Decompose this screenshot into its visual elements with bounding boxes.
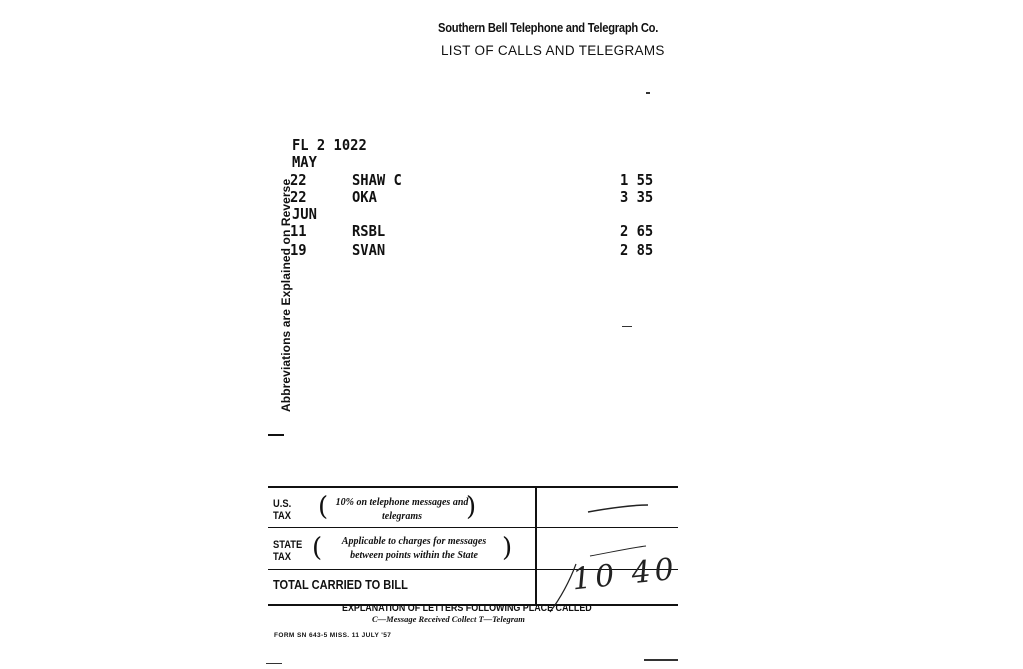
document-title: LIST OF CALLS AND TELEGRAMS xyxy=(441,43,665,58)
scan-speck xyxy=(266,663,282,664)
letters-legend: C—Message Received Collect T—Telegram xyxy=(372,614,525,624)
us-tax-label: U.S. TAX xyxy=(273,498,292,522)
letters-explanation: EXPLANATION OF LETTERS FOLLOWING PLACE CALLED xyxy=(342,602,592,614)
scan-speck xyxy=(622,326,632,327)
call-place: SVAN xyxy=(352,241,386,259)
right-paren: ) xyxy=(502,533,513,563)
call-place: RSBL xyxy=(352,222,386,240)
call-amount: 2 85 xyxy=(620,241,654,259)
month-jun: JUN xyxy=(292,205,317,223)
right-paren: ) xyxy=(466,492,477,522)
total-label: TOTAL CARRIED TO BILL xyxy=(273,577,408,592)
abbreviations-note: Abbreviations are Explained on Reverse xyxy=(279,178,293,412)
call-amount: 3 35 xyxy=(620,188,654,206)
call-day: 19 xyxy=(290,241,307,259)
form-number: FORM SN 643-5 MISS. 11 JULY '57 xyxy=(274,632,392,639)
call-amount: 1 55 xyxy=(620,171,654,189)
handwritten-total: 10 40 xyxy=(570,551,680,598)
state-tax-label: STATE TAX xyxy=(273,539,303,563)
call-day: 11 xyxy=(290,222,307,240)
call-day: 22 xyxy=(290,171,307,189)
us-tax-dash-mark xyxy=(588,505,648,512)
account-number: FL 2 1022 xyxy=(292,136,367,154)
left-paren: ( xyxy=(318,492,329,522)
margin-tick xyxy=(268,434,284,436)
call-amount: 2 65 xyxy=(620,222,654,240)
company-name: Southern Bell Telephone and Telegraph Co. xyxy=(438,20,659,35)
column-divider xyxy=(535,488,537,604)
call-day: 22 xyxy=(290,188,307,206)
scan-speck xyxy=(644,659,678,661)
month-may: MAY xyxy=(292,153,317,171)
us-tax-note: 10% on telephone messages and telegrams xyxy=(335,497,469,522)
scan-speck xyxy=(646,92,650,94)
call-place: OKA xyxy=(352,188,377,206)
left-paren: ( xyxy=(312,533,323,563)
state-tax-note: Applicable to charges for messages between points within the State xyxy=(341,536,487,561)
call-place: SHAW C xyxy=(352,171,402,189)
